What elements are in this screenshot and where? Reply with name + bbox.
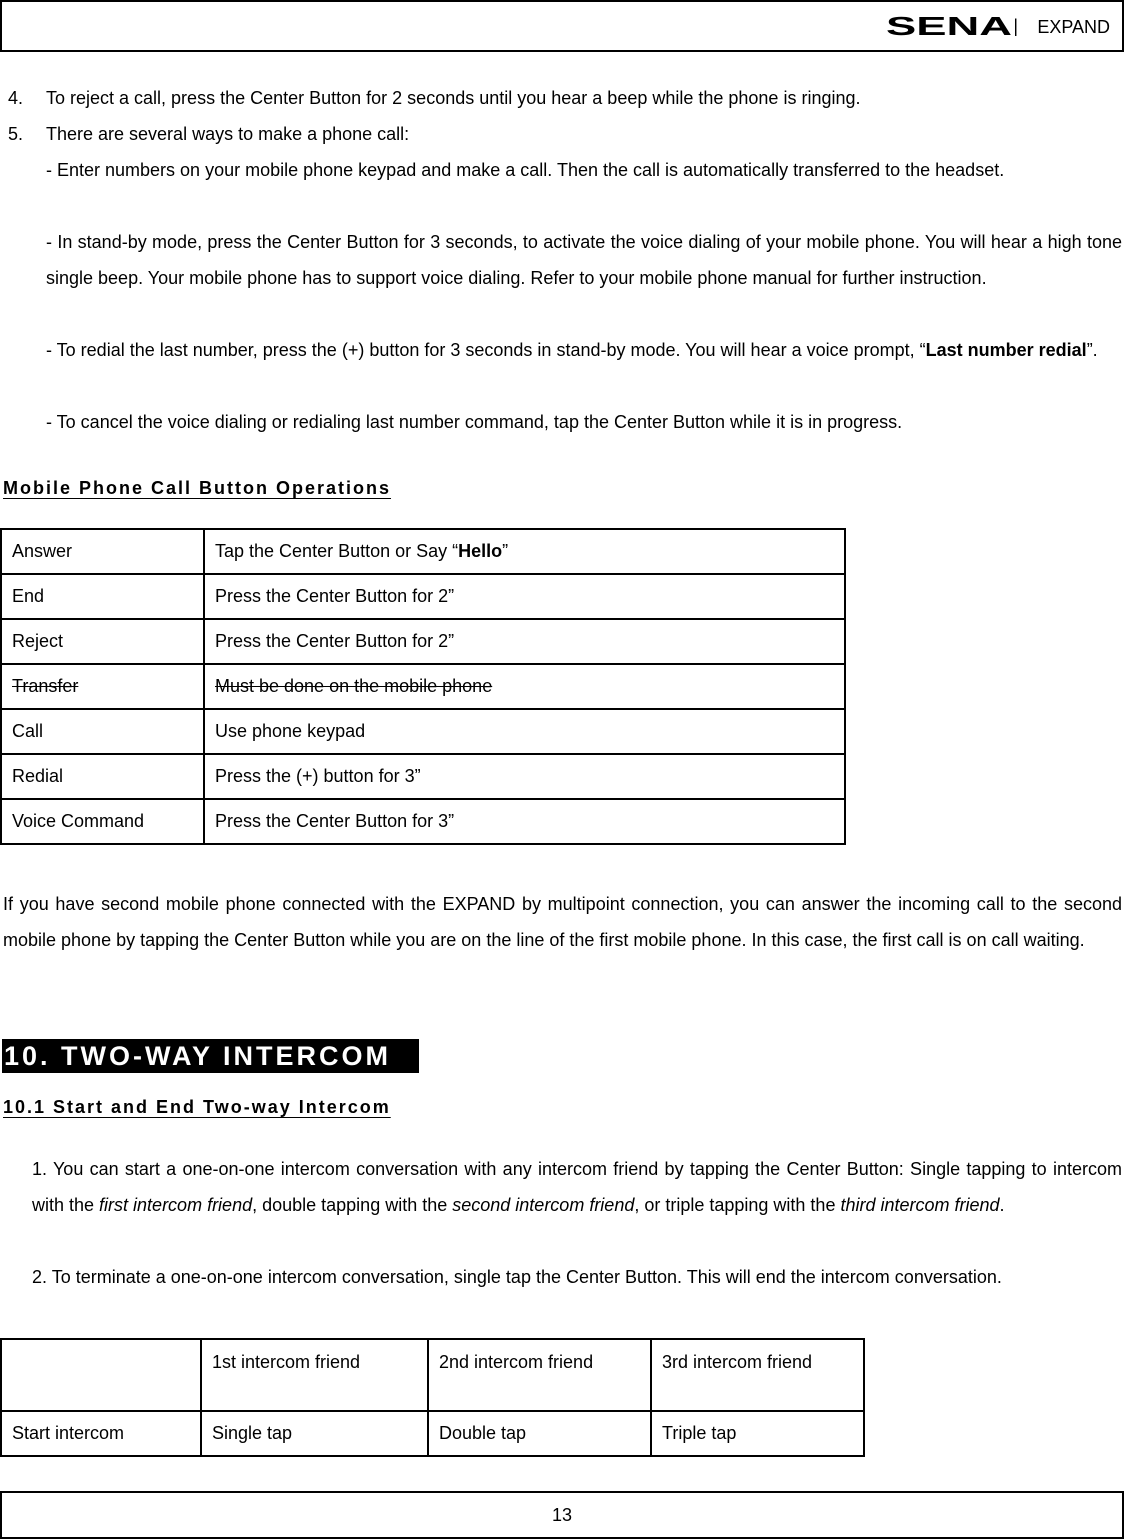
action-cell: Call	[1, 709, 204, 754]
table-header-row	[1, 1339, 864, 1411]
header-cell: 1st intercom friend	[201, 1339, 428, 1411]
table-row	[1, 619, 845, 664]
page-number: 13	[551, 1505, 573, 1525]
header-cell: 2nd intercom friend	[428, 1339, 651, 1411]
method-cell	[204, 529, 845, 574]
method-text: Tap the Center Button or Say “	[215, 541, 459, 561]
method-cell: Use phone keypad	[204, 709, 845, 754]
intercom-friend-1: first intercom friend	[99, 1195, 253, 1215]
call-operations-table	[0, 528, 846, 845]
row-cell: Start intercom	[1, 1411, 201, 1456]
action-cell: Transfer	[1, 664, 204, 709]
intercom-text: , double tapping with the	[252, 1195, 453, 1215]
table-row	[1, 754, 845, 799]
method-cell: Press the Center Button for 2”	[204, 574, 845, 619]
intercom-friend-2: second intercom friend	[452, 1195, 635, 1215]
page-header	[0, 0, 1124, 52]
action-cell: Voice Command	[1, 799, 204, 844]
list-item-number: 5.	[8, 124, 24, 144]
intercom-friend-3: third intercom friend	[840, 1195, 1000, 1215]
intercom-text: 1. You can start a one-on-one intercom conversation with any intercom friend by tapping the Center Button: Single tapping to intercom with the	[32, 1159, 1122, 1215]
method-cell: Press the Center Button for 3”	[204, 799, 845, 844]
action-cell: Redial	[1, 754, 204, 799]
table-row	[1, 799, 845, 844]
intercom-end-paragraph: 2. To terminate a one-on-one intercom conversation, single tap the Center Button. This will end the intercom conversation.	[32, 1267, 1002, 1287]
intercom-table	[0, 1338, 865, 1457]
header-cell	[1, 1339, 201, 1411]
table-row	[1, 1411, 864, 1456]
list-item-text: To reject a call, press the Center Button for 2 seconds until you hear a beep while the phone is ringing.	[46, 88, 861, 108]
redial-prompt: Last number redial	[925, 340, 1087, 360]
table-row	[1, 709, 845, 754]
action-cell: Reject	[1, 619, 204, 664]
ops-section-title: Mobile Phone Call Button Operations	[3, 478, 392, 498]
table-row	[1, 529, 845, 574]
action-cell: End	[1, 574, 204, 619]
multipoint-note: If you have second mobile phone connected with the EXPAND by multipoint connection, you can answer the incoming call to the second mobile phone by tapping the Center Button while you are on the line of the first mobile phone. In this case, the first call is on call waiting.	[3, 894, 1122, 950]
method-cell: Press the Center Button for 2”	[204, 619, 845, 664]
action-cell: Answer	[1, 529, 204, 574]
intercom-start-paragraph	[32, 1151, 1122, 1223]
header-divider: |	[1013, 16, 1018, 36]
method-keyword: Hello	[458, 541, 503, 561]
intercom-text: , or triple tapping with the	[634, 1195, 841, 1215]
row-cell: Single tap	[201, 1411, 428, 1456]
list-item-number: 4.	[8, 88, 24, 108]
page-footer	[0, 1491, 1124, 1539]
row-cell: Triple tap	[651, 1411, 864, 1456]
method-cell: Press the (+) button for 3”	[204, 754, 845, 799]
product-name: EXPAND	[1037, 17, 1110, 37]
table-row	[1, 574, 845, 619]
call-method-keypad: - Enter numbers on your mobile phone keypad and make a call. Then the call is automatically transferred to the headset.	[46, 160, 1005, 180]
list-item-text: There are several ways to make a phone call:	[46, 124, 410, 144]
method-text-end: ”	[502, 541, 509, 561]
subsection-title: 10.1 Start and End Two-way Intercom	[3, 1097, 391, 1117]
redial-text: - To redial the last number, press the (+) button for 3 seconds in stand-by mode. You will hear a voice prompt, “	[46, 340, 926, 360]
call-method-redial	[46, 332, 1122, 368]
row-cell: Double tap	[428, 1411, 651, 1456]
intercom-text: .	[999, 1195, 1005, 1215]
header-cell: 3rd intercom friend	[651, 1339, 864, 1411]
chapter-title: 10. TWO-WAY INTERCOM	[2, 1039, 419, 1073]
table-row	[1, 664, 845, 709]
redial-text-end: ”.	[1086, 340, 1098, 360]
svg-text:SENA: SENA	[886, 14, 1012, 36]
call-method-voice-dial: - In stand-by mode, press the Center Button for 3 seconds, to activate the voice dialing of your mobile phone. You will hear a high tone single beep. Your mobile phone has to support voice dialing. Refer to your mobile phone manual for further instruction.	[46, 232, 1122, 288]
call-method-cancel: - To cancel the voice dialing or redialing last number command, tap the Center Button while it is in progress.	[46, 412, 903, 432]
sena-logo	[886, 14, 1012, 36]
method-cell: Must be done on the mobile phone	[204, 664, 845, 709]
